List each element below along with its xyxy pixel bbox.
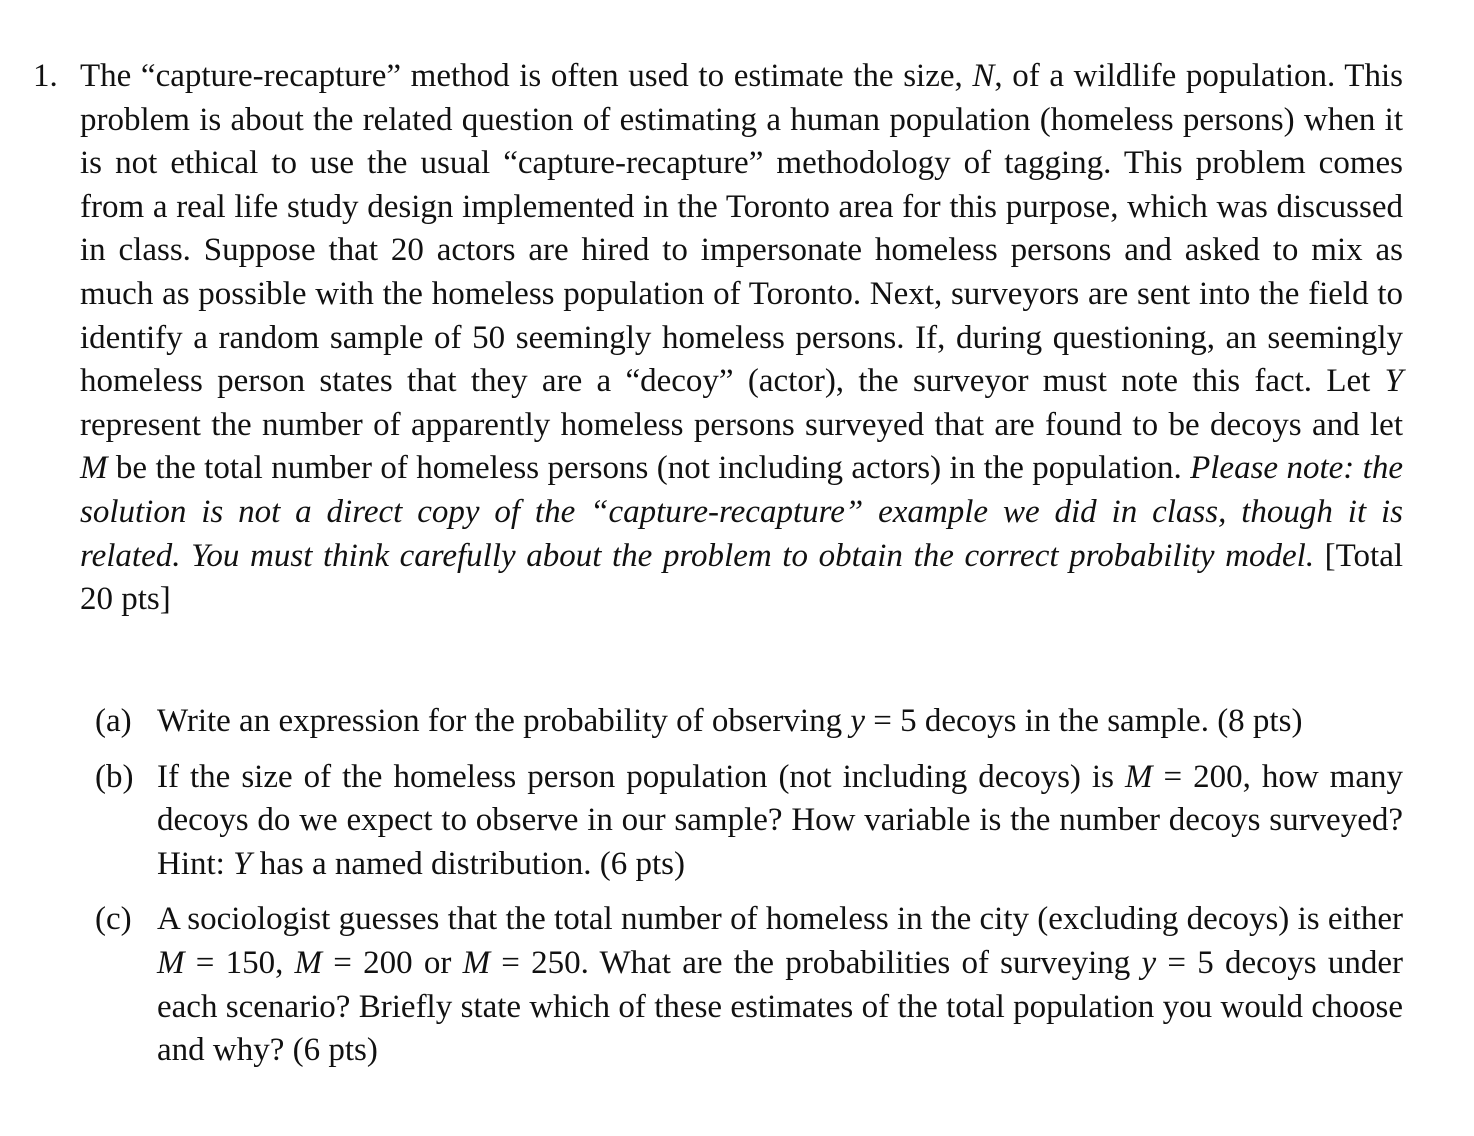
part-text-segment: = 200, how many decoys do we expect to observe in our sample? How variable is the number decoys surveyed? Hint: xyxy=(157,758,1403,882)
italic-note: Please note: the solution is not a direct copy of the “capture-recapture” example we did in class, though it is related. You must think carefully about the problem to obtain the correct probability model. xyxy=(80,450,1403,574)
var-M: M xyxy=(462,944,491,981)
var-y: y xyxy=(1141,944,1157,981)
part-text-segment: = 150, xyxy=(184,944,295,981)
part-c-label: (c) xyxy=(95,901,132,938)
problem-1 xyxy=(33,55,1403,622)
part-text-segment: = 5 decoys in the sample. (8 pts) xyxy=(864,703,1303,739)
var-M: M xyxy=(80,450,108,487)
part-b xyxy=(95,756,1403,887)
var-M: M xyxy=(294,944,323,981)
part-text-segment: Write an expression for the probability of observing xyxy=(157,703,851,739)
problem-number: 1. xyxy=(33,58,58,94)
total-points: [Total 20 pts] xyxy=(80,537,1404,618)
sub-questions xyxy=(95,700,1403,1085)
part-text-segment: A sociologist guesses that the total number of homeless in the city (excluding decoys) is either xyxy=(157,901,1403,938)
var-N: N xyxy=(972,58,995,94)
part-c xyxy=(95,898,1403,1072)
var-M: M xyxy=(1124,758,1153,795)
part-text-segment: = 200 or xyxy=(322,944,463,981)
statement-text: be the total number of homeless persons (not including actors) in the population. xyxy=(107,450,1191,487)
part-a xyxy=(95,700,1403,744)
statement-text: , of a wildlife population. This problem is about the related question of estimating a human population (homeless persons) when it is not ethical to use the usual “capture-recapture” methodology of tagging. This problem comes from a real life study design implemented in the Toronto area for this purpose, which was discussed in class. Suppose that 20 actors are hired to impersonate homeless persons and asked to mix as much as possible with the homeless population of Toronto. Next, surveyors are sent into the field to identify a random sample of 50 seemingly homeless persons. If, during questioning, an seemingly homeless person states that they are a “decoy” (actor), the surveyor must note this fact. Let xyxy=(80,58,1403,400)
var-M: M xyxy=(157,944,185,981)
statement-text: The “capture-recapture” method is often used to estimate the size, xyxy=(80,58,973,94)
part-a-label: (a) xyxy=(95,703,132,739)
part-a-text xyxy=(157,700,1403,744)
part-text-segment: = 250. What are the probabilities of surveying xyxy=(490,944,1142,981)
part-c-text xyxy=(157,898,1403,1072)
var-y: y xyxy=(850,703,865,739)
part-text-segment: If the size of the homeless person population (not including decoys) is xyxy=(157,758,1125,795)
var-Y: Y xyxy=(1384,363,1403,400)
part-b-label: (b) xyxy=(95,758,134,795)
part-text-segment: = 5 decoys under each scenario? Briefly state which of these estimates of the total population you would choose and why? (6 pts) xyxy=(157,944,1403,1069)
part-text-segment: has a named distribution. (6 pts) xyxy=(251,845,685,882)
var-Y: Y xyxy=(233,845,252,882)
statement-text: represent the number of apparently homeless persons surveyed that are found to be decoys and let xyxy=(80,406,1403,443)
part-b-text xyxy=(157,756,1403,887)
problem-statement xyxy=(80,55,1403,622)
